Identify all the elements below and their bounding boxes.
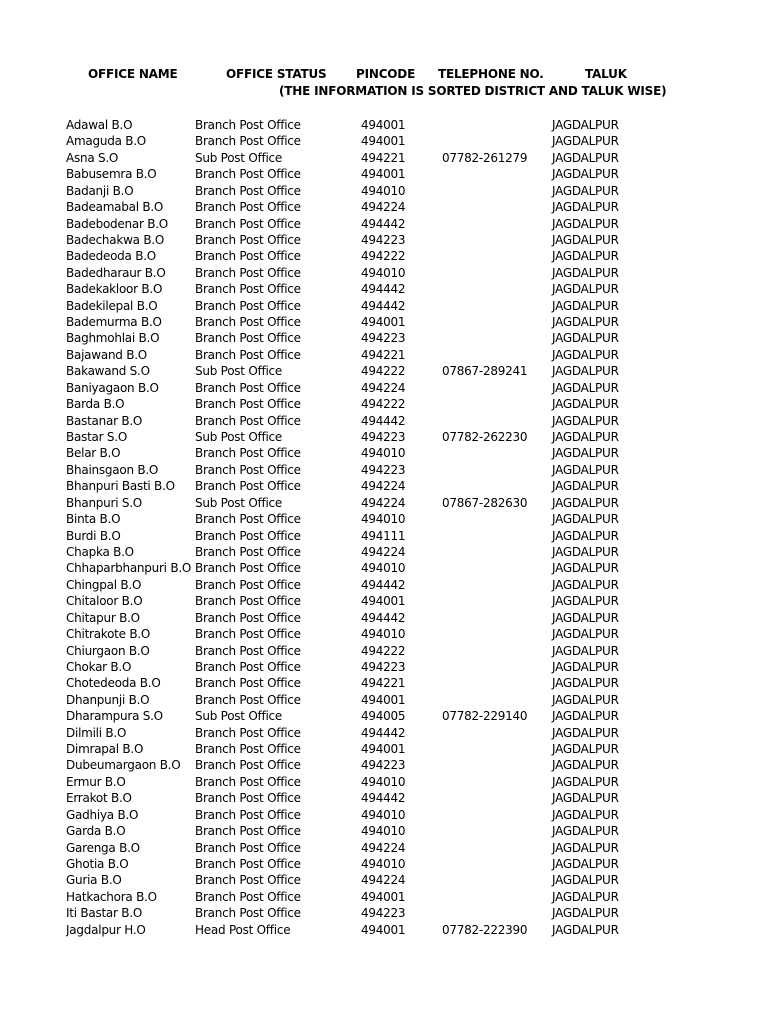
office-name-cell: Adawal B.O [66,118,133,132]
pincode-cell: 494111 [361,528,406,543]
table-row [0,413,768,429]
header-telephone: TELEPHONE NO. [438,67,544,81]
taluk-cell: JAGDALPUR [552,840,619,855]
office-name-cell: Badedeoda B.O [66,249,156,264]
taluk-cell: JAGDALPUR [552,889,619,904]
office-name-cell: Chitapur B.O [66,610,140,625]
office-name-cell: Babusemra B.O [66,167,157,182]
taluk-cell: JAGDALPUR [552,380,619,395]
pincode-cell: 494224 [361,873,406,888]
taluk-cell: JAGDALPUR [552,331,619,346]
office-status-cell: Branch Post Office [195,561,301,576]
taluk-cell: JAGDALPUR [552,216,619,231]
table-row [0,725,768,741]
taluk-cell: JAGDALPUR [552,413,619,428]
office-name-cell: Badanji B.O [66,183,134,198]
table-row [0,626,768,642]
office-name-cell: Chapka B.O [66,544,134,559]
pincode-cell: 494224 [361,840,406,855]
table-row [0,183,768,199]
office-name-cell: Badekilepal B.O [66,298,158,313]
office-status-cell: Branch Post Office [195,577,301,592]
taluk-cell: JAGDALPUR [552,627,619,642]
office-name-cell: Bhainsgaon B.O [66,462,159,477]
table-row [0,741,768,757]
office-name-cell: Badechakwa B.O [66,232,165,247]
pincode-cell: 494010 [361,265,406,280]
table-row [0,823,768,839]
office-name-cell: Dimrapal B.O [66,742,144,757]
telephone-cell: 07867-289241 [442,364,528,379]
pincode-cell: 494010 [361,824,406,839]
table-row [0,905,768,921]
pincode-cell: 494005 [361,709,406,724]
office-status-cell: Branch Post Office [195,725,301,740]
office-status-cell: Branch Post Office [195,249,301,264]
office-status-cell: Sub Post Office [195,150,283,165]
pincode-cell: 494224 [361,380,406,395]
office-name-cell: Garenga B.O [66,840,140,855]
table-row [0,610,768,626]
taluk-cell: JAGDALPUR [552,430,619,445]
telephone-cell: 07782-229140 [442,709,528,724]
office-name-cell: Gadhiya B.O [66,807,139,822]
office-status-cell: Branch Post Office [195,118,301,132]
office-status-cell: Branch Post Office [195,462,301,477]
pincode-cell: 494010 [361,183,406,198]
table-row [0,298,768,314]
pincode-cell: 494001 [361,922,406,937]
pincode-cell: 494221 [361,676,406,691]
office-name-cell: Badeamabal B.O [66,200,164,215]
office-status-cell: Branch Post Office [195,791,301,806]
pincode-cell: 494010 [361,856,406,871]
office-status-cell: Branch Post Office [195,528,301,543]
taluk-cell: JAGDALPUR [552,594,619,609]
office-name-cell: Guria B.O [66,873,122,888]
taluk-cell: JAGDALPUR [552,742,619,757]
office-status-cell: Branch Post Office [195,331,301,346]
sort-note: (THE INFORMATION IS SORTED DISTRICT AND TALUK WISE) [279,84,667,98]
office-status-cell: Branch Post Office [195,232,301,247]
table-row [0,659,768,675]
pincode-cell: 494223 [361,331,406,346]
pincode-cell: 494442 [361,282,406,297]
office-status-cell: Branch Post Office [195,742,301,757]
table-row [0,692,768,708]
office-status-cell: Branch Post Office [195,692,301,707]
office-name-cell: Belar B.O [66,446,121,461]
office-status-cell: Branch Post Office [195,347,301,362]
pincode-cell: 494001 [361,889,406,904]
taluk-cell: JAGDALPUR [552,791,619,806]
pincode-cell: 494222 [361,364,406,379]
taluk-cell: JAGDALPUR [552,676,619,691]
office-status-cell: Branch Post Office [195,397,301,412]
telephone-cell: 07782-262230 [442,430,528,445]
table-row [0,265,768,281]
office-name-cell: Chhaparbhanpuri B.O [66,561,192,576]
table-row [0,495,768,511]
pincode-cell: 494010 [361,446,406,461]
pincode-cell: 494001 [361,118,406,132]
office-status-cell: Branch Post Office [195,216,301,231]
pincode-cell: 494221 [361,347,406,362]
office-name-cell: Bademurma B.O [66,315,162,330]
office-status-cell: Sub Post Office [195,495,283,510]
office-status-cell: Branch Post Office [195,265,301,280]
taluk-cell: JAGDALPUR [552,906,619,921]
table-row [0,774,768,790]
office-name-cell: Amaguda B.O [66,134,147,149]
office-status-cell: Branch Post Office [195,183,301,198]
table-row [0,807,768,823]
pincode-cell: 494222 [361,249,406,264]
office-name-cell: Bajawand B.O [66,347,147,362]
taluk-cell: JAGDALPUR [552,709,619,724]
pincode-cell: 494223 [361,906,406,921]
table-row [0,330,768,346]
table-row [0,396,768,412]
table-row [0,675,768,691]
table-row [0,150,768,166]
taluk-cell: JAGDALPUR [552,659,619,674]
office-status-cell: Branch Post Office [195,758,301,773]
taluk-cell: JAGDALPUR [552,692,619,707]
table-row [0,429,768,445]
office-status-cell: Branch Post Office [195,774,301,789]
taluk-cell: JAGDALPUR [552,282,619,297]
pincode-cell: 494224 [361,495,406,510]
table-row [0,922,768,938]
pincode-cell: 494442 [361,610,406,625]
table-row [0,117,768,133]
taluk-cell: JAGDALPUR [552,758,619,773]
pincode-cell: 494010 [361,512,406,527]
pincode-cell: 494442 [361,725,406,740]
pincode-cell: 494001 [361,742,406,757]
office-status-cell: Branch Post Office [195,824,301,839]
taluk-cell: JAGDALPUR [552,200,619,215]
table-row [0,872,768,888]
office-status-cell: Sub Post Office [195,709,283,724]
office-status-cell: Branch Post Office [195,315,301,330]
office-status-cell: Branch Post Office [195,200,301,215]
header-pincode: PINCODE [356,67,416,81]
pincode-cell: 494223 [361,232,406,247]
office-name-cell: Baniyagaon B.O [66,380,159,395]
table-row [0,560,768,576]
office-name-cell: Dubeumargaon B.O [66,758,181,773]
table-row [0,248,768,264]
office-name-cell: Barda B.O [66,397,125,412]
office-name-cell: Bastar S.O [66,430,128,445]
office-name-cell: Badedharaur B.O [66,265,166,280]
taluk-cell: JAGDALPUR [552,512,619,527]
pincode-cell: 494222 [361,397,406,412]
header-taluk: TALUK [585,67,627,81]
office-status-cell: Branch Post Office [195,282,301,297]
office-status-cell: Branch Post Office [195,643,301,658]
table-row [0,199,768,215]
office-status-cell: Branch Post Office [195,594,301,609]
office-name-cell: Errakot B.O [66,791,132,806]
table-row [0,840,768,856]
office-name-cell: Chokar B.O [66,659,132,674]
office-status-cell: Branch Post Office [195,873,301,888]
office-name-cell: Baghmohlai B.O [66,331,160,346]
taluk-cell: JAGDALPUR [552,232,619,247]
pincode-cell: 494442 [361,577,406,592]
table-row [0,166,768,182]
taluk-cell: JAGDALPUR [552,265,619,280]
table-row [0,232,768,248]
pincode-cell: 494442 [361,791,406,806]
header-office-status: OFFICE STATUS [226,67,327,81]
office-status-cell: Branch Post Office [195,856,301,871]
taluk-cell: JAGDALPUR [552,446,619,461]
office-status-cell: Branch Post Office [195,512,301,527]
office-status-cell: Branch Post Office [195,544,301,559]
office-name-cell: Binta B.O [66,512,121,527]
taluk-cell: JAGDALPUR [552,118,619,132]
table-row [0,281,768,297]
pincode-cell: 494010 [361,627,406,642]
office-name-cell: Bhanpuri Basti B.O [66,479,175,494]
header-office-name: OFFICE NAME [88,67,178,81]
taluk-cell: JAGDALPUR [552,134,619,149]
office-status-cell: Branch Post Office [195,627,301,642]
office-status-cell: Branch Post Office [195,659,301,674]
taluk-cell: JAGDALPUR [552,150,619,165]
telephone-cell: 07782-261279 [442,150,528,165]
office-name-cell: Burdi B.O [66,528,121,543]
taluk-cell: JAGDALPUR [552,462,619,477]
pincode-cell: 494223 [361,659,406,674]
taluk-cell: JAGDALPUR [552,774,619,789]
office-name-cell: Asna S.O [66,150,119,165]
office-name-cell: Garda B.O [66,824,126,839]
office-name-cell: Badebodenar B.O [66,216,168,231]
table-row [0,889,768,905]
office-name-cell: Ghotia B.O [66,856,129,871]
taluk-cell: JAGDALPUR [552,183,619,198]
taluk-cell: JAGDALPUR [552,249,619,264]
office-status-cell: Branch Post Office [195,807,301,822]
table-row [0,478,768,494]
taluk-cell: JAGDALPUR [552,495,619,510]
office-status-cell: Branch Post Office [195,167,301,182]
office-status-cell: Branch Post Office [195,610,301,625]
pincode-cell: 494442 [361,413,406,428]
taluk-cell: JAGDALPUR [552,528,619,543]
table-row [0,708,768,724]
table-row [0,577,768,593]
taluk-cell: JAGDALPUR [552,856,619,871]
pincode-cell: 494001 [361,167,406,182]
office-name-cell: Dharampura S.O [66,709,163,724]
office-status-cell: Branch Post Office [195,413,301,428]
taluk-cell: JAGDALPUR [552,347,619,362]
office-status-cell: Branch Post Office [195,479,301,494]
taluk-cell: JAGDALPUR [552,873,619,888]
taluk-cell: JAGDALPUR [552,544,619,559]
office-name-cell: Iti Bastar B.O [66,906,143,921]
office-status-cell: Branch Post Office [195,446,301,461]
office-name-cell: Chiurgaon B.O [66,643,150,658]
office-name-cell: Chitaloor B.O [66,594,143,609]
office-name-cell: Badekakloor B.O [66,282,163,297]
office-name-cell: Ermur B.O [66,774,126,789]
pincode-cell: 494223 [361,430,406,445]
office-name-cell: Bakawand S.O [66,364,150,379]
telephone-cell: 07782-222390 [442,922,528,937]
table-row [0,511,768,527]
column-header-row [0,67,768,85]
taluk-cell: JAGDALPUR [552,922,619,937]
pincode-cell: 494224 [361,200,406,215]
pincode-cell: 494224 [361,544,406,559]
table-row [0,643,768,659]
taluk-cell: JAGDALPUR [552,479,619,494]
taluk-cell: JAGDALPUR [552,725,619,740]
taluk-cell: JAGDALPUR [552,643,619,658]
taluk-cell: JAGDALPUR [552,577,619,592]
office-name-cell: Chitrakote B.O [66,627,151,642]
office-name-cell: Dilmili B.O [66,725,127,740]
pincode-cell: 494001 [361,594,406,609]
pincode-cell: 494223 [361,758,406,773]
pincode-cell: 494010 [361,774,406,789]
table-row [0,462,768,478]
taluk-cell: JAGDALPUR [552,167,619,182]
table-row [0,445,768,461]
office-name-cell: Chingpal B.O [66,577,142,592]
table-row [0,528,768,544]
table-row [0,593,768,609]
table-row [0,544,768,560]
pincode-cell: 494001 [361,315,406,330]
office-status-cell: Branch Post Office [195,134,301,149]
table-row [0,216,768,232]
table-row [0,380,768,396]
office-status-cell: Head Post Office [195,922,291,937]
table-row [0,856,768,872]
table-row [0,133,768,149]
office-status-cell: Branch Post Office [195,380,301,395]
office-status-cell: Branch Post Office [195,906,301,921]
office-name-cell: Dhanpunji B.O [66,692,150,707]
taluk-cell: JAGDALPUR [552,364,619,379]
pincode-cell: 494010 [361,561,406,576]
office-name-cell: Hatkachora B.O [66,889,157,904]
taluk-cell: JAGDALPUR [552,807,619,822]
pincode-cell: 494224 [361,479,406,494]
office-status-cell: Branch Post Office [195,676,301,691]
pincode-cell: 494442 [361,298,406,313]
office-name-cell: Bhanpuri S.O [66,495,142,510]
office-name-cell: Jagdalpur H.O [66,922,146,937]
pincode-cell: 494222 [361,643,406,658]
office-status-cell: Branch Post Office [195,840,301,855]
telephone-cell: 07867-282630 [442,495,528,510]
taluk-cell: JAGDALPUR [552,561,619,576]
taluk-cell: JAGDALPUR [552,298,619,313]
table-row [0,757,768,773]
office-status-cell: Branch Post Office [195,889,301,904]
office-table [0,117,768,938]
office-name-cell: Chotedeoda B.O [66,676,161,691]
pincode-cell: 494001 [361,692,406,707]
taluk-cell: JAGDALPUR [552,824,619,839]
office-status-cell: Branch Post Office [195,298,301,313]
table-row [0,347,768,363]
pincode-cell: 494223 [361,462,406,477]
office-status-cell: Sub Post Office [195,430,283,445]
pincode-cell: 494221 [361,150,406,165]
table-row [0,363,768,379]
office-status-cell: Sub Post Office [195,364,283,379]
taluk-cell: JAGDALPUR [552,397,619,412]
pincode-cell: 494010 [361,807,406,822]
table-row [0,314,768,330]
pincode-cell: 494001 [361,134,406,149]
pincode-cell: 494442 [361,216,406,231]
table-row [0,790,768,806]
office-name-cell: Bastanar B.O [66,413,143,428]
taluk-cell: JAGDALPUR [552,610,619,625]
taluk-cell: JAGDALPUR [552,315,619,330]
